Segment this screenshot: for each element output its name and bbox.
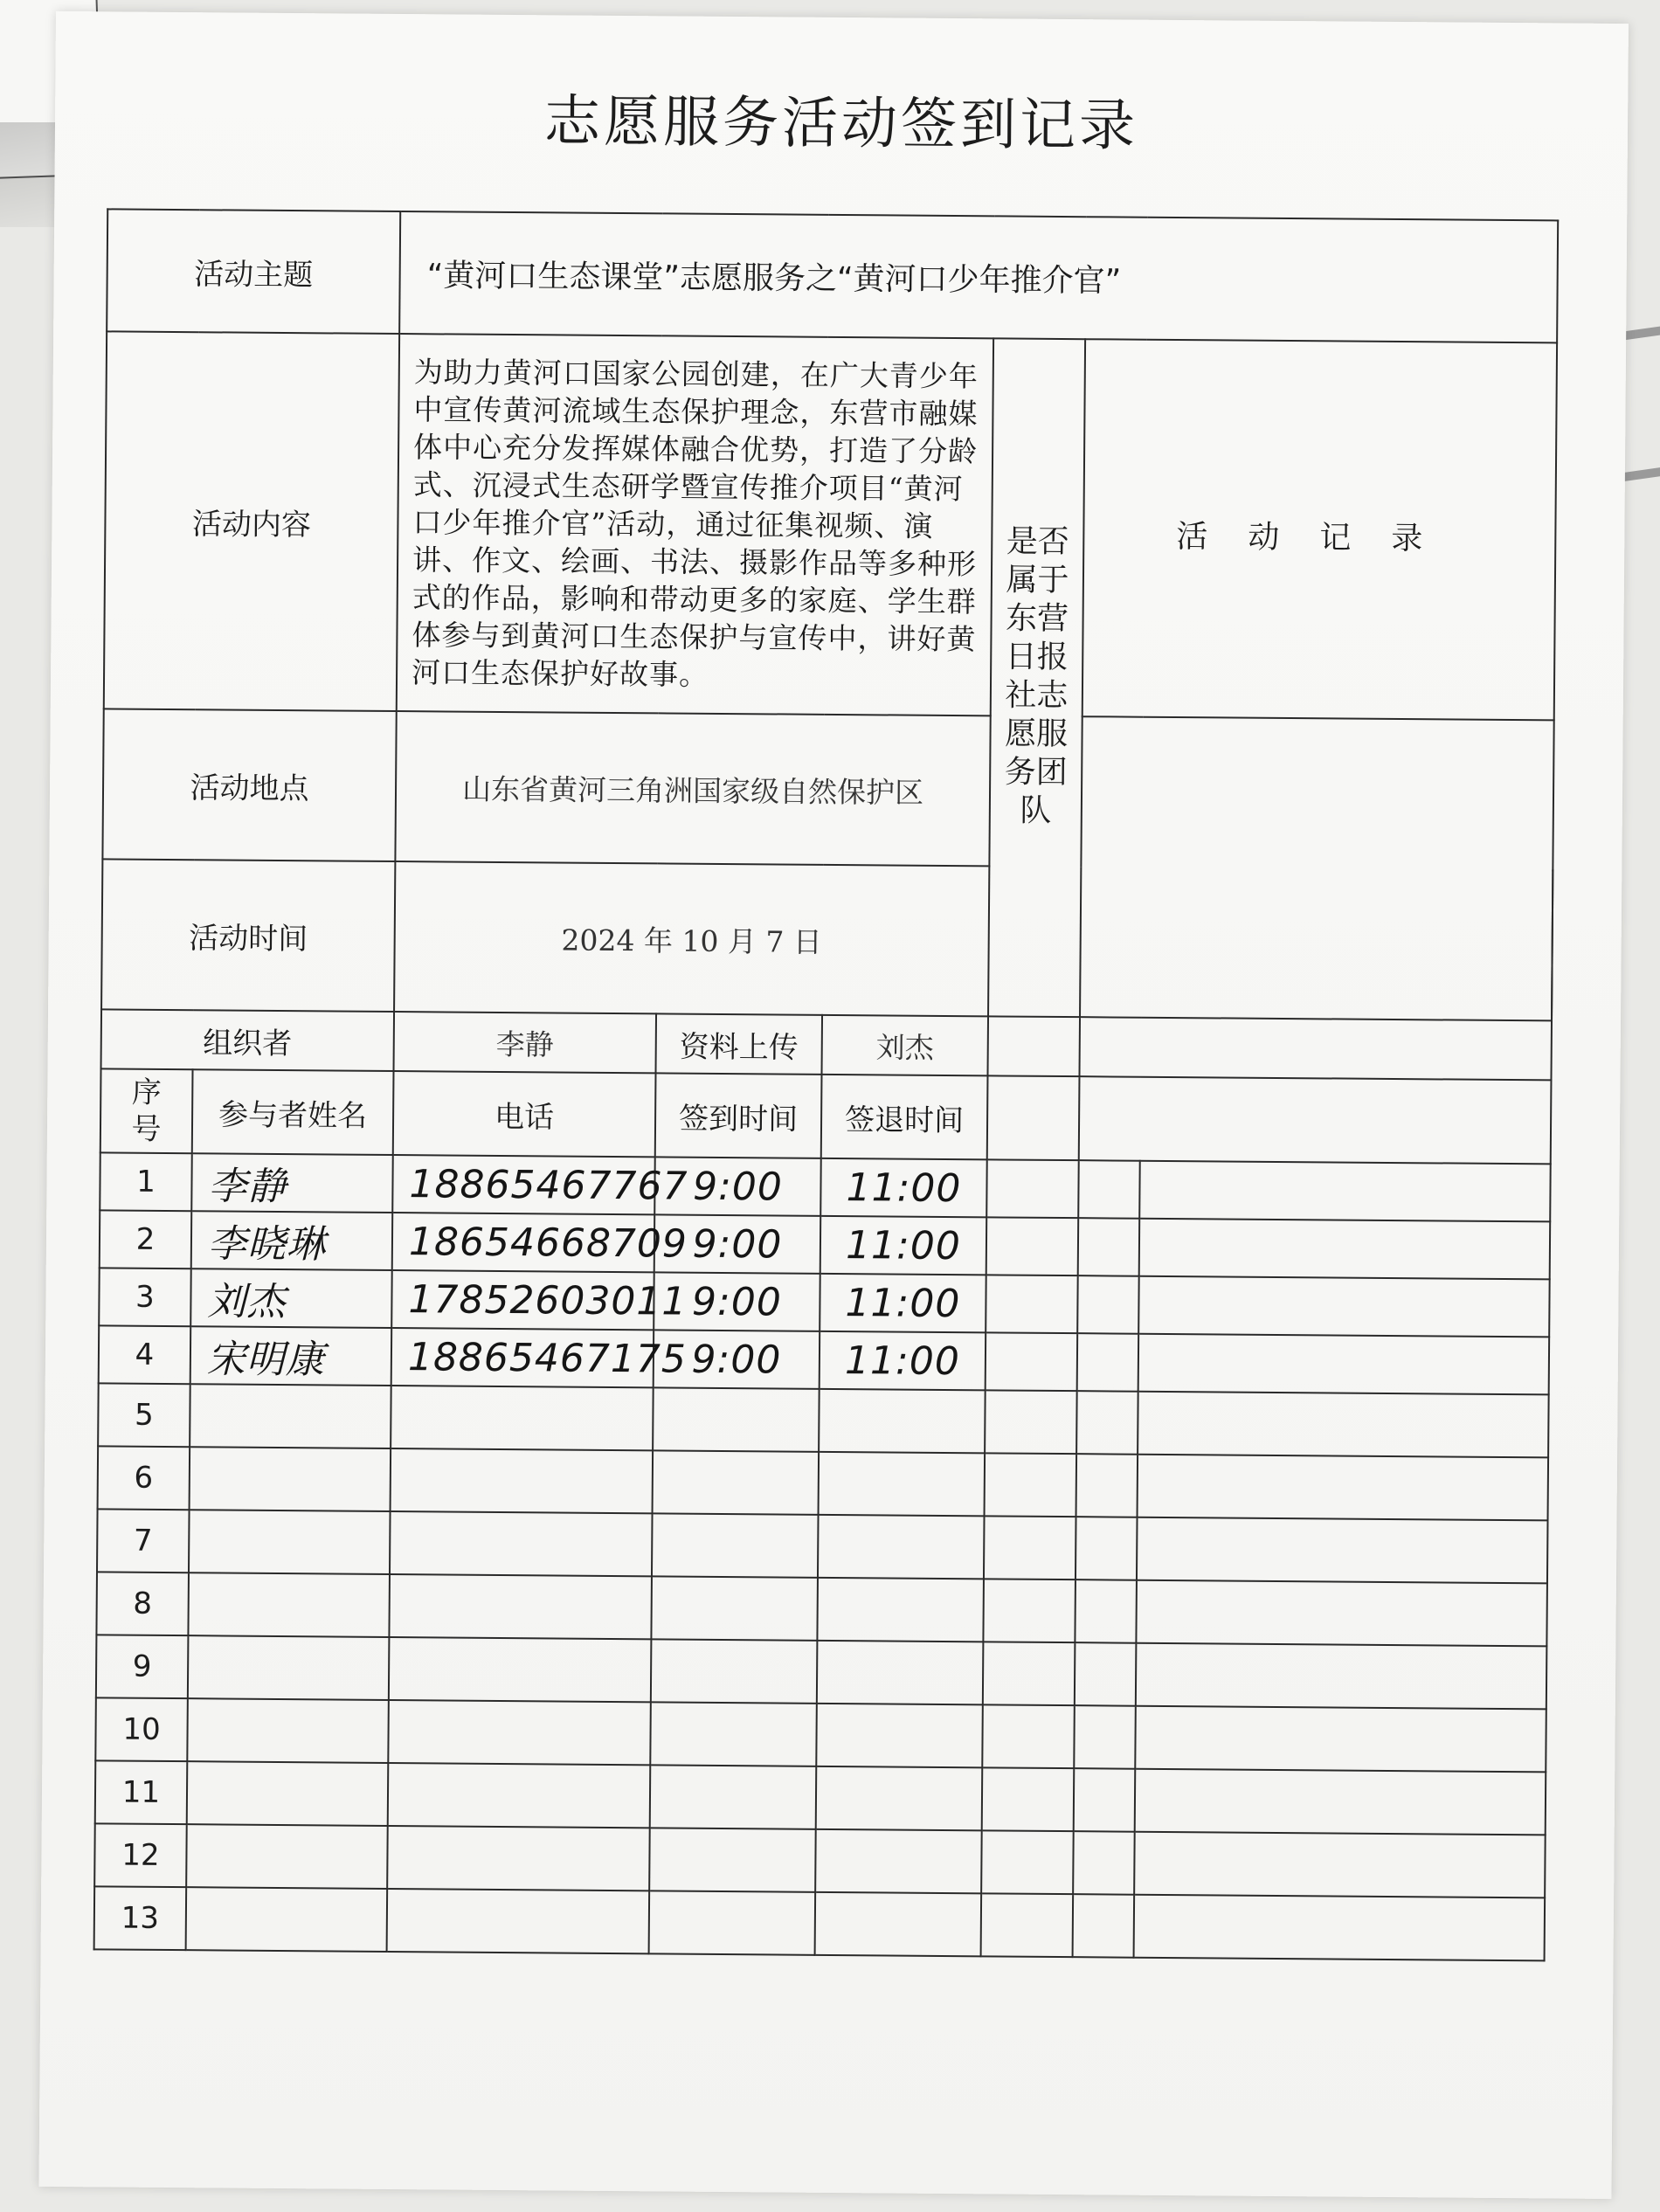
row-checkout [819,1389,986,1453]
content-row [104,331,1557,720]
row-phone: 17852603011 [391,1270,654,1330]
row-phone [388,1700,651,1765]
blank-cell [983,1642,1076,1705]
blank-cell [981,1893,1074,1957]
blank-cell [1074,1768,1136,1832]
row-checkout [817,1578,984,1642]
table-row [94,1823,1546,1897]
row-seq: 5 [98,1383,190,1447]
blank-cell [1073,1831,1135,1895]
row-phone [388,1763,651,1828]
blank-cell [986,1159,1079,1218]
row-phone [387,1889,650,1953]
row-phone: 18654668709 [392,1213,655,1272]
row-phone [389,1637,652,1702]
blank-cell [983,1579,1076,1642]
row-checkin [653,1450,820,1514]
row-phone [389,1574,652,1639]
row-checkin [649,1891,816,1954]
blank-cell [1075,1642,1137,1706]
row-name [187,1761,389,1826]
row-seq: 6 [98,1446,190,1510]
blank-cell [986,1332,1078,1391]
blank-cell [1135,1706,1546,1773]
row-checkout [816,1766,983,1830]
blank-cell [1073,1894,1135,1958]
blank-cell [985,1453,1077,1517]
theme-row [107,209,1558,342]
blank-cell [1079,1076,1552,1164]
row-name: 李晓琳 [191,1211,393,1270]
row-seq: 11 [95,1760,188,1824]
blank-cell [986,1217,1079,1275]
row-seq: 12 [94,1823,187,1887]
team-question-line: 愿服 [1004,715,1069,753]
page-title: 志愿服务活动签到记录 [543,89,1139,159]
blank-cell [1076,1454,1138,1517]
theme-value: “黄河口生态课堂”志愿服务之“黄河口少年推介官” [399,211,1558,342]
signin-table [93,208,1560,1961]
row-seq: 7 [97,1509,190,1573]
blank-cell [1078,1160,1140,1219]
blank-cell [1134,1832,1546,1898]
row-checkin: 9:00 [654,1272,820,1331]
row-name: 刘杰 [190,1268,392,1328]
row-phone [390,1511,653,1576]
row-seq: 4 [99,1325,191,1384]
row-name [187,1698,389,1763]
seq-header-top: 序 [131,1075,162,1110]
blank-cell [1139,1219,1551,1280]
blank-cell [1076,1517,1138,1580]
blank-cell [1138,1455,1549,1521]
team-question-line: 队 [1020,792,1052,829]
row-checkin [650,1702,817,1766]
row-checkin: 9:00 [654,1330,820,1388]
row-name [188,1573,390,1637]
row-checkout: 11:00 [820,1274,986,1332]
location-value: 山东省黄河三角洲国家级自然保护区 [395,711,990,866]
location-row [102,709,1553,870]
team-question-line: 属于 [1006,562,1069,599]
blank-cell [1139,1161,1551,1222]
blank-cell [984,1516,1076,1580]
row-checkout [815,1892,982,1956]
row-name [188,1635,390,1700]
upload-value: 刘杰 [821,1015,988,1075]
row-phone [387,1826,650,1891]
row-checkout: 11:00 [820,1158,987,1217]
blank-cell [1138,1334,1550,1395]
row-name [189,1510,391,1574]
blank-cell [1078,1218,1140,1276]
team-question-line: 务团 [1004,754,1068,791]
row-checkout: 11:00 [820,1331,986,1390]
row-seq: 3 [99,1268,191,1326]
row-seq: 2 [100,1210,192,1268]
time-value: 2024 年 10 月 7 日 [394,861,989,1016]
blank-cell [986,1275,1078,1333]
table-row [98,1446,1549,1520]
seq-header-bottom: 号 [131,1111,162,1147]
seq-header [100,1068,193,1153]
row-checkin [653,1387,820,1451]
row-seq: 9 [96,1635,189,1698]
row-checkin [649,1828,816,1891]
blank-cell [1136,1580,1547,1647]
blank-cell [987,1016,1080,1076]
blank-cell [1074,1705,1136,1769]
team-question-line: 东营 [1005,600,1069,638]
team-question [988,338,1085,1017]
row-phone [391,1386,654,1450]
blank-cell [1075,1580,1137,1643]
record-label: 活动记录 [1082,339,1557,720]
row-phone [391,1448,654,1513]
blank-cell [1134,1895,1546,1961]
table-row [95,1697,1546,1772]
blank-cell [1077,1275,1139,1334]
table-row [98,1383,1549,1457]
row-checkin [651,1639,818,1703]
row-name [186,1824,388,1889]
row-checkout [819,1452,986,1516]
blank-cell [982,1704,1075,1768]
row-name [186,1887,388,1952]
table-row [96,1572,1547,1646]
theme-label: 活动主题 [107,209,400,334]
checkin-header: 签到时间 [655,1073,822,1158]
blank-cell [1137,1517,1548,1584]
blank-cell [982,1767,1075,1831]
record-area [1080,716,1554,1020]
organizer-label: 组织者 [101,1009,395,1071]
row-name [190,1447,391,1511]
blank-cell [1138,1276,1550,1338]
upload-label: 资料上传 [656,1013,823,1074]
column-header-row [100,1068,1552,1164]
content-value: 为助力黄河口国家公园创建，在广大青少年中宣传黄河流域生态保护理念，东营市融媒体中心充分发挥媒体融合优势，打造了分龄式、沉浸式生态研学暨宣传推介项目“黄河口少年推介官”活动，通过征集视频、演讲、作文、绘画、书法、摄影作品等多种形式的作品，影响和带动更多的家庭、学生群体参与到黄河口生态保护与宣传中，讲好黄河口生态保护好故事。 [397,334,993,715]
blank-cell [1138,1392,1549,1458]
team-question-line: 日报 [1005,639,1069,676]
phone-header: 电话 [393,1071,656,1157]
row-checkout [818,1515,985,1579]
organizer-row [101,1009,1552,1080]
blank-cell [987,1075,1080,1160]
row-name: 李静 [191,1153,393,1213]
table-row [96,1635,1547,1709]
time-label: 活动时间 [101,859,395,1012]
table-row [95,1760,1546,1835]
table-row [97,1509,1548,1583]
blank-cell [985,1390,1077,1454]
table-row [94,1886,1546,1960]
checkout-header: 签退时间 [821,1075,988,1159]
row-name: 宋明康 [190,1326,392,1386]
row-checkout [815,1829,982,1893]
row-seq: 13 [94,1886,187,1950]
row-checkout: 11:00 [820,1216,987,1275]
row-checkin: 9:00 [654,1157,821,1215]
row-phone: 18865467767 [392,1155,655,1214]
row-checkin [650,1765,817,1828]
row-checkin: 9:00 [654,1214,821,1273]
row-checkout [817,1641,984,1704]
name-header: 参与者姓名 [192,1069,394,1155]
signin-sheet [38,11,1629,2199]
blank-cell [981,1830,1074,1894]
blank-cell [1135,1769,1546,1835]
blank-cell [1076,1391,1138,1455]
row-seq: 1 [100,1152,192,1211]
location-label: 活动地点 [102,709,396,861]
team-question-line: 是否 [1006,523,1069,561]
blank-cell [1079,1017,1552,1080]
content-label: 活动内容 [104,331,399,711]
row-phone: 18865467175 [391,1328,654,1387]
organizer-value: 李静 [394,1012,657,1073]
row-seq: 10 [95,1697,188,1761]
team-question-line: 社志 [1005,677,1069,715]
blank-cell [1136,1643,1547,1710]
row-checkin [651,1576,818,1640]
row-checkin [652,1513,819,1577]
row-name [190,1384,391,1448]
row-checkout [816,1704,983,1767]
row-seq: 8 [96,1572,189,1635]
blank-cell [1077,1333,1139,1392]
